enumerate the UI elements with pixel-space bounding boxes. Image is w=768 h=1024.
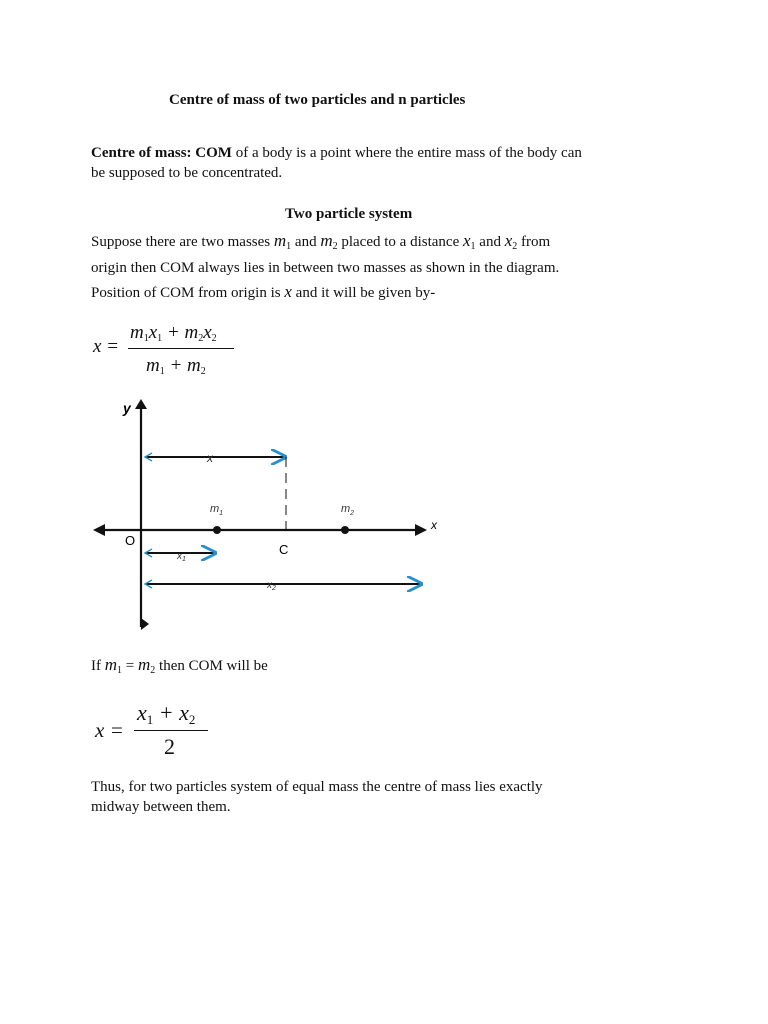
condition-text: then COM will be bbox=[155, 658, 268, 674]
arrow-x-label: x bbox=[207, 451, 213, 465]
intro-line-1 bbox=[91, 145, 582, 162]
para-line-2: origin then COM always lies in between two masses as shown in the diagram. bbox=[91, 260, 560, 276]
formula1-numerator: $m_1x_1 + m_2x_2$ bbox=[130, 322, 217, 344]
com-diagram bbox=[85, 395, 455, 635]
x-axis-label: x bbox=[431, 518, 437, 532]
conclusion-line-2: midway between them. bbox=[91, 799, 231, 815]
para-text: placed to a distance bbox=[337, 234, 463, 250]
m2-symbol: $m_2$ bbox=[320, 231, 338, 252]
formula1-denominator: $m_1 + m_2$ bbox=[146, 355, 206, 377]
formula2-fraction-bar bbox=[134, 730, 208, 731]
y-axis-label: y bbox=[123, 400, 131, 416]
m1-symbol: $m_1$ bbox=[104, 655, 123, 676]
intro-term: Centre of mass: COM bbox=[91, 145, 232, 161]
m1-symbol: $m_1$ bbox=[273, 231, 292, 252]
y-axis-end-icon bbox=[141, 618, 149, 630]
m2-symbol: $m_2$ bbox=[138, 655, 156, 676]
formula1-fraction-bar bbox=[128, 348, 234, 349]
formula2-numerator: $x_1 + x_2$ bbox=[137, 700, 196, 727]
mass-1-point bbox=[213, 526, 221, 534]
formula1-lhs: x = bbox=[93, 336, 120, 357]
para-text: and bbox=[475, 234, 505, 250]
section-heading: Two particle system bbox=[285, 206, 413, 222]
formula2-lhs: x = bbox=[95, 718, 124, 742]
para-text: Position of COM from origin is bbox=[91, 285, 285, 301]
para-line-1 bbox=[91, 231, 550, 252]
para-text: and it will be given by- bbox=[291, 285, 436, 301]
arrow-x2-label: $x_2$ bbox=[267, 580, 276, 592]
com-label: C bbox=[279, 542, 289, 557]
origin-label: O bbox=[125, 533, 136, 548]
conclusion-line-1: Thus, for two particles system of equal mass the centre of mass lies exactly bbox=[91, 779, 543, 795]
para-line-3 bbox=[91, 282, 435, 302]
mass-1-label: $m_1$ bbox=[210, 503, 224, 517]
para-text: from bbox=[517, 234, 551, 250]
x-axis-right-arrow-icon bbox=[415, 524, 427, 536]
x2-symbol: $x_2$ bbox=[504, 231, 518, 252]
x-symbol: x bbox=[284, 282, 292, 301]
condition-line bbox=[91, 655, 268, 676]
formula2-denominator: 2 bbox=[164, 734, 175, 759]
mass-2-label: $m_2$ bbox=[341, 503, 355, 517]
page-title: Centre of mass of two particles and n particles bbox=[169, 92, 466, 108]
y-axis-arrow-icon bbox=[135, 399, 147, 409]
mass-2-point bbox=[341, 526, 349, 534]
condition-text: = bbox=[122, 658, 138, 674]
para-text: Suppose there are two masses bbox=[91, 234, 274, 250]
para-text: and bbox=[291, 234, 321, 250]
x-axis-left-arrow-icon bbox=[93, 524, 105, 536]
intro-line-2: be supposed to be concentrated. bbox=[91, 165, 283, 181]
intro-text-1: of a body is a point where the entire mass of the body can bbox=[231, 145, 582, 161]
condition-text: If bbox=[91, 658, 105, 674]
arrow-x1-label: $x_1$ bbox=[177, 551, 186, 563]
x1-symbol: $x_1$ bbox=[462, 231, 476, 252]
